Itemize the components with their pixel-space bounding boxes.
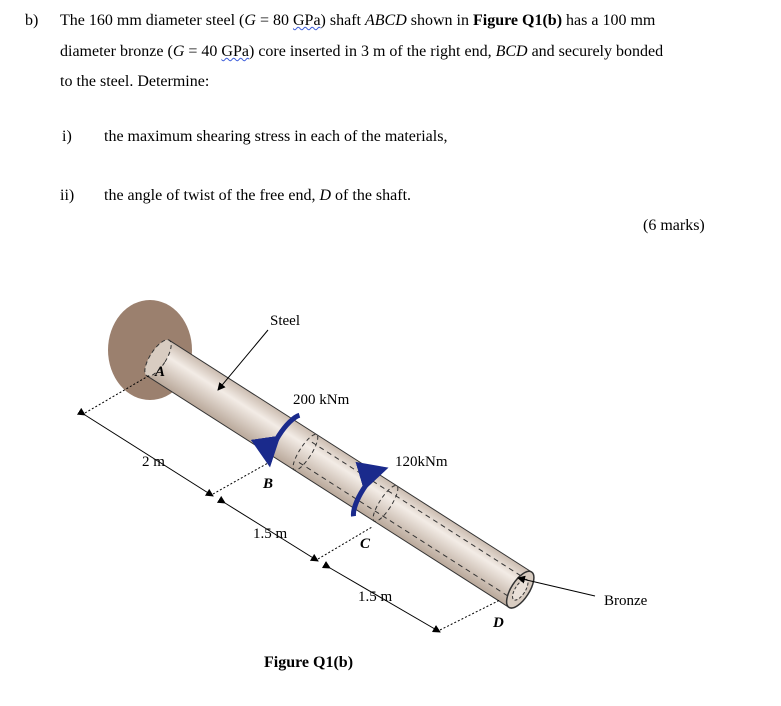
- label-b: B: [263, 476, 274, 492]
- label-steel: Steel: [270, 313, 300, 329]
- figure-caption: Figure Q1(b): [264, 654, 354, 671]
- marks: (6 marks): [643, 217, 705, 234]
- label-dim-1-5m-b: 1.5 m: [358, 589, 393, 605]
- bronze-core-bottom: [299, 462, 514, 599]
- question-line-3: to the steel. Determine:: [60, 73, 210, 90]
- label-c: C: [360, 536, 371, 552]
- label-torque-200: 200 kNm: [293, 392, 350, 408]
- part-i-label: i): [62, 128, 72, 145]
- part-ii-label: ii): [60, 187, 75, 204]
- label-a: A: [155, 364, 166, 380]
- part-ii-text: the angle of twist of the free end, D of the shaft.: [104, 187, 412, 204]
- label-torque-120: 120kNm: [395, 454, 448, 470]
- question-label: b): [25, 12, 39, 29]
- label-d: D: [493, 615, 504, 631]
- question-line-1: The 160 mm diameter steel (G = 80 GPa) shaft ABCD shown in Figure Q1(b) has a 100 mm: [60, 12, 656, 29]
- label-dim-2m: 2 m: [142, 454, 165, 470]
- question-line-2: diameter bronze (G = 40 GPa) core inserted in 3 m of the right end, BCD and securely bonded: [60, 43, 664, 60]
- steel-leader: [218, 330, 268, 390]
- label-dim-1-5m-a: 1.5 m: [253, 526, 288, 542]
- shaft: [136, 330, 543, 618]
- part-i-text: the maximum shearing stress in each of the materials,: [104, 128, 448, 145]
- label-bronze: Bronze: [604, 593, 648, 609]
